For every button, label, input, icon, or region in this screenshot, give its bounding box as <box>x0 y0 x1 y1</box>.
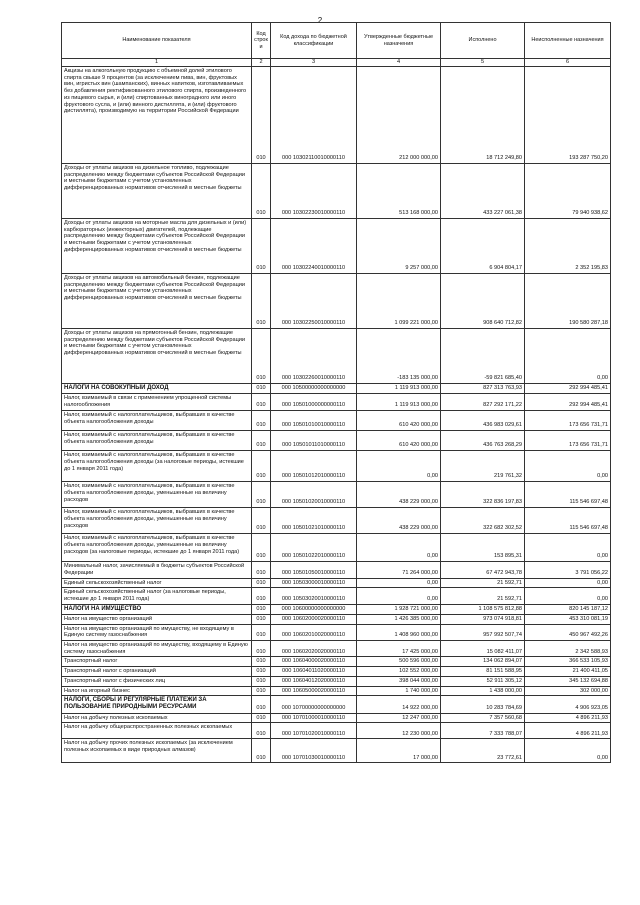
row-line-code: 010 <box>252 534 271 562</box>
row-unexecuted-value: 0,00 <box>525 534 611 562</box>
row-unexecuted-value: 3 791 056,22 <box>525 562 611 578</box>
row-line-code: 010 <box>252 667 271 677</box>
row-line-code: 010 <box>252 641 271 657</box>
row-unexecuted-value: 190 580 287,18 <box>525 274 611 329</box>
column-number: 3 <box>271 59 357 67</box>
row-line-code: 010 <box>252 604 271 614</box>
row-name: Налог, взимаемый с налогоплательщиков, выбравших в качестве объекта налогообложения доходы <box>62 431 252 451</box>
row-line-code: 010 <box>252 274 271 329</box>
row-name: Транспортный налог с физических лиц <box>62 676 252 686</box>
table-row <box>62 739 611 763</box>
row-income-code: 000 10701000010000110 <box>271 713 357 723</box>
row-unexecuted-value: 820 145 187,12 <box>525 604 611 614</box>
row-name: Налог, взимаемый в связи с применением упрощенной системы налогообложения <box>62 394 252 411</box>
table-row <box>62 686 611 696</box>
row-income-code: 000 10501022010000110 <box>271 534 357 562</box>
row-line-code: 010 <box>252 508 271 534</box>
table-row <box>62 657 611 667</box>
row-income-code: 000 10700000000000000 <box>271 696 357 713</box>
table-row <box>62 578 611 588</box>
row-executed-value: 21 592,71 <box>441 588 525 604</box>
row-unexecuted-value: 366 533 105,93 <box>525 657 611 667</box>
row-name: Налог, взимаемый с налогоплательщиков, выбравших в качестве объекта налогообложения доходы (за налоговые периоды, истекшие до 1 января 2011 года) <box>62 451 252 482</box>
header-line-code: Код строк и <box>252 23 271 59</box>
row-unexecuted-value: 0,00 <box>525 588 611 604</box>
table-row <box>62 676 611 686</box>
table-row <box>62 274 611 329</box>
row-line-code: 010 <box>252 676 271 686</box>
row-approved-value: 0,00 <box>357 588 441 604</box>
row-approved-value: 610 420 000,00 <box>357 411 441 431</box>
row-name: Транспортный налог с организаций <box>62 667 252 677</box>
column-number: 4 <box>357 59 441 67</box>
row-income-code: 000 10501010010000110 <box>271 411 357 431</box>
column-number: 1 <box>62 59 252 67</box>
row-income-code: 000 10501000000000110 <box>271 394 357 411</box>
row-executed-value: 433 227 061,38 <box>441 164 525 219</box>
row-line-code: 010 <box>252 713 271 723</box>
row-approved-value: 610 420 000,00 <box>357 431 441 451</box>
row-unexecuted-value: 21 400 411,05 <box>525 667 611 677</box>
row-name: НАЛОГИ, СБОРЫ И РЕГУЛЯРНЫЕ ПЛАТЕЖИ ЗА ПОЛЬЗОВАНИЕ ПРИРОДНЫМИ РЕСУРСАМИ <box>62 696 252 713</box>
row-unexecuted-value: 292 994 485,41 <box>525 394 611 411</box>
row-name: Единый сельскохозяйственный налог <box>62 578 252 588</box>
row-income-code: 000 10302230010000110 <box>271 164 357 219</box>
row-line-code: 010 <box>252 219 271 274</box>
row-name: Налог на добычу общераспространенных полезных ископаемых <box>62 723 252 739</box>
row-income-code: 000 10501011010000110 <box>271 431 357 451</box>
table-row <box>62 329 611 384</box>
row-line-code: 010 <box>252 67 271 164</box>
table-row <box>62 384 611 394</box>
header-indicator-name: Наименование показателя <box>62 23 252 59</box>
column-number-row <box>62 59 611 67</box>
row-line-code: 010 <box>252 164 271 219</box>
row-income-code: 000 10602010020000110 <box>271 624 357 640</box>
row-approved-value: 212 000 000,00 <box>357 67 441 164</box>
row-unexecuted-value: 115 546 697,48 <box>525 508 611 534</box>
table-row <box>62 624 611 640</box>
row-name: Налог на имущество организаций по имуществу, входящему в Единую систему газоснабжения <box>62 641 252 657</box>
row-approved-value: 1 119 913 000,00 <box>357 384 441 394</box>
row-name: НАЛОГИ НА ИМУЩЕСТВО <box>62 604 252 614</box>
table-row <box>62 394 611 411</box>
row-approved-value: 398 044 000,00 <box>357 676 441 686</box>
row-executed-value: 973 074 918,81 <box>441 614 525 624</box>
row-line-code: 010 <box>252 723 271 739</box>
row-income-code: 000 10602020020000110 <box>271 641 357 657</box>
row-executed-value: 7 333 788,07 <box>441 723 525 739</box>
row-executed-value: 67 472 943,78 <box>441 562 525 578</box>
row-unexecuted-value: 2 342 588,93 <box>525 641 611 657</box>
row-line-code: 010 <box>252 451 271 482</box>
row-line-code: 010 <box>252 384 271 394</box>
row-approved-value: 17 425 000,00 <box>357 641 441 657</box>
row-executed-value: 322 682 302,52 <box>441 508 525 534</box>
row-unexecuted-value: 173 656 731,71 <box>525 431 611 451</box>
row-executed-value: 827 292 171,22 <box>441 394 525 411</box>
row-income-code: 000 10701020010000110 <box>271 723 357 739</box>
table-row <box>62 723 611 739</box>
row-executed-value: 219 761,32 <box>441 451 525 482</box>
table-row <box>62 614 611 624</box>
row-name: Налог на имущество организаций по имуществу, не входящему в Единую систему газоснабжения <box>62 624 252 640</box>
row-income-code: 000 10604011020000110 <box>271 667 357 677</box>
row-name: Минимальный налог, зачисляемый в бюджеты субъектов Российской Федерации <box>62 562 252 578</box>
row-income-code: 000 10302240010000110 <box>271 219 357 274</box>
row-name: Доходы от уплаты акцизов на моторные масла для дизельных и (или) карбюраторных (инжекторных) двигателей, подлежащие распределению между бюджетами субъектов Российской Федерации и местными бюджетами с учетом установленных дифференцированных нормативов отчислений в местные бюджеты <box>62 219 252 274</box>
row-unexecuted-value: 453 310 081,19 <box>525 614 611 624</box>
row-line-code: 010 <box>252 657 271 667</box>
row-unexecuted-value: 302 000,00 <box>525 686 611 696</box>
row-income-code: 000 10302260010000110 <box>271 329 357 384</box>
table-row <box>62 588 611 604</box>
header-unexecuted: Неисполненные назначения <box>525 23 611 59</box>
row-approved-value: -183 135 000,00 <box>357 329 441 384</box>
row-name: Налог на игорный бизнес <box>62 686 252 696</box>
row-name: Налог на имущество организаций <box>62 614 252 624</box>
row-approved-value: 1 099 221 000,00 <box>357 274 441 329</box>
table-row <box>62 431 611 451</box>
column-number: 5 <box>441 59 525 67</box>
row-approved-value: 0,00 <box>357 578 441 588</box>
row-income-code: 000 10701030010000110 <box>271 739 357 763</box>
row-income-code: 000 10602000020000110 <box>271 614 357 624</box>
row-executed-value: 436 763 268,29 <box>441 431 525 451</box>
row-approved-value: 14 922 000,00 <box>357 696 441 713</box>
row-executed-value: 15 082 411,07 <box>441 641 525 657</box>
row-executed-value: 322 836 197,83 <box>441 482 525 508</box>
row-name: Налог, взимаемый с налогоплательщиков, выбравших в качестве объекта налогообложения доходы <box>62 411 252 431</box>
column-number: 2 <box>252 59 271 67</box>
row-line-code: 010 <box>252 696 271 713</box>
row-unexecuted-value: 4 896 211,93 <box>525 723 611 739</box>
row-unexecuted-value: 0,00 <box>525 329 611 384</box>
row-income-code: 000 10605000020000110 <box>271 686 357 696</box>
row-line-code: 010 <box>252 578 271 588</box>
row-approved-value: 500 596 000,00 <box>357 657 441 667</box>
page-number: 2 <box>317 16 323 25</box>
table-row <box>62 713 611 723</box>
row-approved-value: 513 168 000,00 <box>357 164 441 219</box>
row-unexecuted-value: 4 896 211,93 <box>525 713 611 723</box>
row-approved-value: 1 426 385 000,00 <box>357 614 441 624</box>
row-unexecuted-value: 450 967 492,26 <box>525 624 611 640</box>
row-income-code: 000 10500000000000000 <box>271 384 357 394</box>
row-executed-value: 436 983 029,61 <box>441 411 525 431</box>
row-name: Транспортный налог <box>62 657 252 667</box>
table-row <box>62 451 611 482</box>
row-income-code: 000 10501021010000110 <box>271 508 357 534</box>
row-executed-value: 18 712 249,80 <box>441 67 525 164</box>
row-approved-value: 438 229 000,00 <box>357 482 441 508</box>
table-row <box>62 482 611 508</box>
row-unexecuted-value: 0,00 <box>525 578 611 588</box>
row-unexecuted-value: 4 906 923,05 <box>525 696 611 713</box>
row-approved-value: 0,00 <box>357 451 441 482</box>
row-name: Акцизы на алкогольную продукцию с объемной долей этилового спирта свыше 9 процентов (за исключением пива, вин, фруктовых вин, игристых вин (шампанских), винных напитков, изготавливаемых без добавления ректификованного этилового спирта, произведенного из пищевого сырья, и (или) спиртованных виноградного или иного фруктового сусла, и (или) винного дистиллята, и (или) фруктового дистиллята), производимую на территории Российской Федерации <box>62 67 252 164</box>
row-approved-value: 12 230 000,00 <box>357 723 441 739</box>
table-header-row <box>62 23 611 59</box>
row-executed-value: 7 357 560,68 <box>441 713 525 723</box>
row-executed-value: 81 151 588,95 <box>441 667 525 677</box>
table-row <box>62 67 611 164</box>
row-income-code: 000 10302250010000110 <box>271 274 357 329</box>
row-line-code: 010 <box>252 394 271 411</box>
row-line-code: 010 <box>252 482 271 508</box>
row-approved-value: 17 000,00 <box>357 739 441 763</box>
row-unexecuted-value: 292 994 485,41 <box>525 384 611 394</box>
row-name: Доходы от уплаты акцизов на дизельное топливо, подлежащие распределению между бюджетами субъектов Российской Федерации и местными бюджетами с учетом установленных дифференцированных нормативов отчислений в местные бюджеты <box>62 164 252 219</box>
table-row <box>62 219 611 274</box>
row-executed-value: 908 640 712,82 <box>441 274 525 329</box>
row-income-code: 000 10503020010000110 <box>271 588 357 604</box>
row-executed-value: 957 992 507,74 <box>441 624 525 640</box>
row-name: Налог, взимаемый с налогоплательщиков, выбравших в качестве объекта налогообложения доходы, уменьшенные на величину расходов <box>62 508 252 534</box>
row-approved-value: 9 257 000,00 <box>357 219 441 274</box>
row-executed-value: 52 911 305,12 <box>441 676 525 686</box>
row-name: Налог, взимаемый с налогоплательщиков, выбравших в качестве объекта налогообложения доходы, уменьшенные на величину расходов <box>62 482 252 508</box>
row-income-code: 000 10503000010000110 <box>271 578 357 588</box>
row-unexecuted-value: 115 546 697,48 <box>525 482 611 508</box>
row-unexecuted-value: 193 287 750,20 <box>525 67 611 164</box>
column-number: 6 <box>525 59 611 67</box>
revenue-table <box>61 22 611 763</box>
table-row <box>62 534 611 562</box>
row-unexecuted-value: 79 940 938,62 <box>525 164 611 219</box>
header-executed: Исполнено <box>441 23 525 59</box>
row-line-code: 010 <box>252 431 271 451</box>
row-approved-value: 1 119 913 000,00 <box>357 394 441 411</box>
row-approved-value: 102 552 000,00 <box>357 667 441 677</box>
row-name: Налог, взимаемый с налогоплательщиков, выбравших в качестве объекта налогообложения доходы, уменьшенные на величину расходов (за налоговые периоды, истекшие до 1 января 2011 года) <box>62 534 252 562</box>
row-unexecuted-value: 345 132 694,88 <box>525 676 611 686</box>
row-name: НАЛОГИ НА СОВОКУПНЫЙ ДОХОД <box>62 384 252 394</box>
row-income-code: 000 10501020010000110 <box>271 482 357 508</box>
row-income-code: 000 10501050010000110 <box>271 562 357 578</box>
row-executed-value: 827 313 763,93 <box>441 384 525 394</box>
row-unexecuted-value: 0,00 <box>525 739 611 763</box>
row-name: Единый сельскохозяйственный налог (за налоговые периоды, истекшие до 1 января 2011 года) <box>62 588 252 604</box>
table-row <box>62 164 611 219</box>
row-executed-value: 1 108 575 812,88 <box>441 604 525 614</box>
row-income-code: 000 10604012020000110 <box>271 676 357 686</box>
table-row <box>62 696 611 713</box>
row-approved-value: 438 229 000,00 <box>357 508 441 534</box>
table-row <box>62 667 611 677</box>
row-unexecuted-value: 173 656 731,71 <box>525 411 611 431</box>
row-approved-value: 12 247 000,00 <box>357 713 441 723</box>
row-name: Налог на добычу полезных ископаемых <box>62 713 252 723</box>
row-approved-value: 1 740 000,00 <box>357 686 441 696</box>
row-approved-value: 1 928 721 000,00 <box>357 604 441 614</box>
row-executed-value: 23 772,61 <box>441 739 525 763</box>
row-executed-value: 153 895,31 <box>441 534 525 562</box>
header-income-code: Код дохода по бюджетной классификации <box>271 23 357 59</box>
row-unexecuted-value: 2 352 195,83 <box>525 219 611 274</box>
table-row <box>62 562 611 578</box>
row-approved-value: 0,00 <box>357 534 441 562</box>
row-line-code: 010 <box>252 624 271 640</box>
row-line-code: 010 <box>252 739 271 763</box>
row-unexecuted-value: 0,00 <box>525 451 611 482</box>
row-income-code: 000 10600000000000000 <box>271 604 357 614</box>
row-approved-value: 1 408 960 000,00 <box>357 624 441 640</box>
row-executed-value: 10 283 784,69 <box>441 696 525 713</box>
row-name: Налог на добычу прочих полезных ископаемых (за исключением полезных ископаемых в виде природных алмазов) <box>62 739 252 763</box>
table-row <box>62 508 611 534</box>
row-name: Доходы от уплаты акцизов на прямогонный бензин, подлежащие распределению между бюджетами субъектов Российской Федерации и местными бюджетами с учетом установленных дифференцированных нормативов отчислений в местные бюджеты <box>62 329 252 384</box>
row-line-code: 010 <box>252 614 271 624</box>
row-executed-value: 1 438 000,00 <box>441 686 525 696</box>
table-row <box>62 411 611 431</box>
row-executed-value: 21 592,71 <box>441 578 525 588</box>
row-line-code: 010 <box>252 588 271 604</box>
header-approved: Утвержденные бюджетные назначения <box>357 23 441 59</box>
row-name: Доходы от уплаты акцизов на автомобильный бензин, подлежащие распределению между бюджетами субъектов Российской Федерации и местными бюджетами с учетом установленных дифференцированных нормативов отчислений в местные бюджеты <box>62 274 252 329</box>
row-executed-value: 6 904 804,17 <box>441 219 525 274</box>
row-income-code: 000 10302110010000110 <box>271 67 357 164</box>
row-line-code: 010 <box>252 329 271 384</box>
row-line-code: 010 <box>252 562 271 578</box>
row-income-code: 000 10604000020000110 <box>271 657 357 667</box>
table-row <box>62 641 611 657</box>
row-income-code: 000 10501012010000110 <box>271 451 357 482</box>
row-line-code: 010 <box>252 686 271 696</box>
row-executed-value: 134 062 894,07 <box>441 657 525 667</box>
row-approved-value: 71 264 000,00 <box>357 562 441 578</box>
table-row <box>62 604 611 614</box>
row-line-code: 010 <box>252 411 271 431</box>
row-executed-value: -59 821 685,40 <box>441 329 525 384</box>
